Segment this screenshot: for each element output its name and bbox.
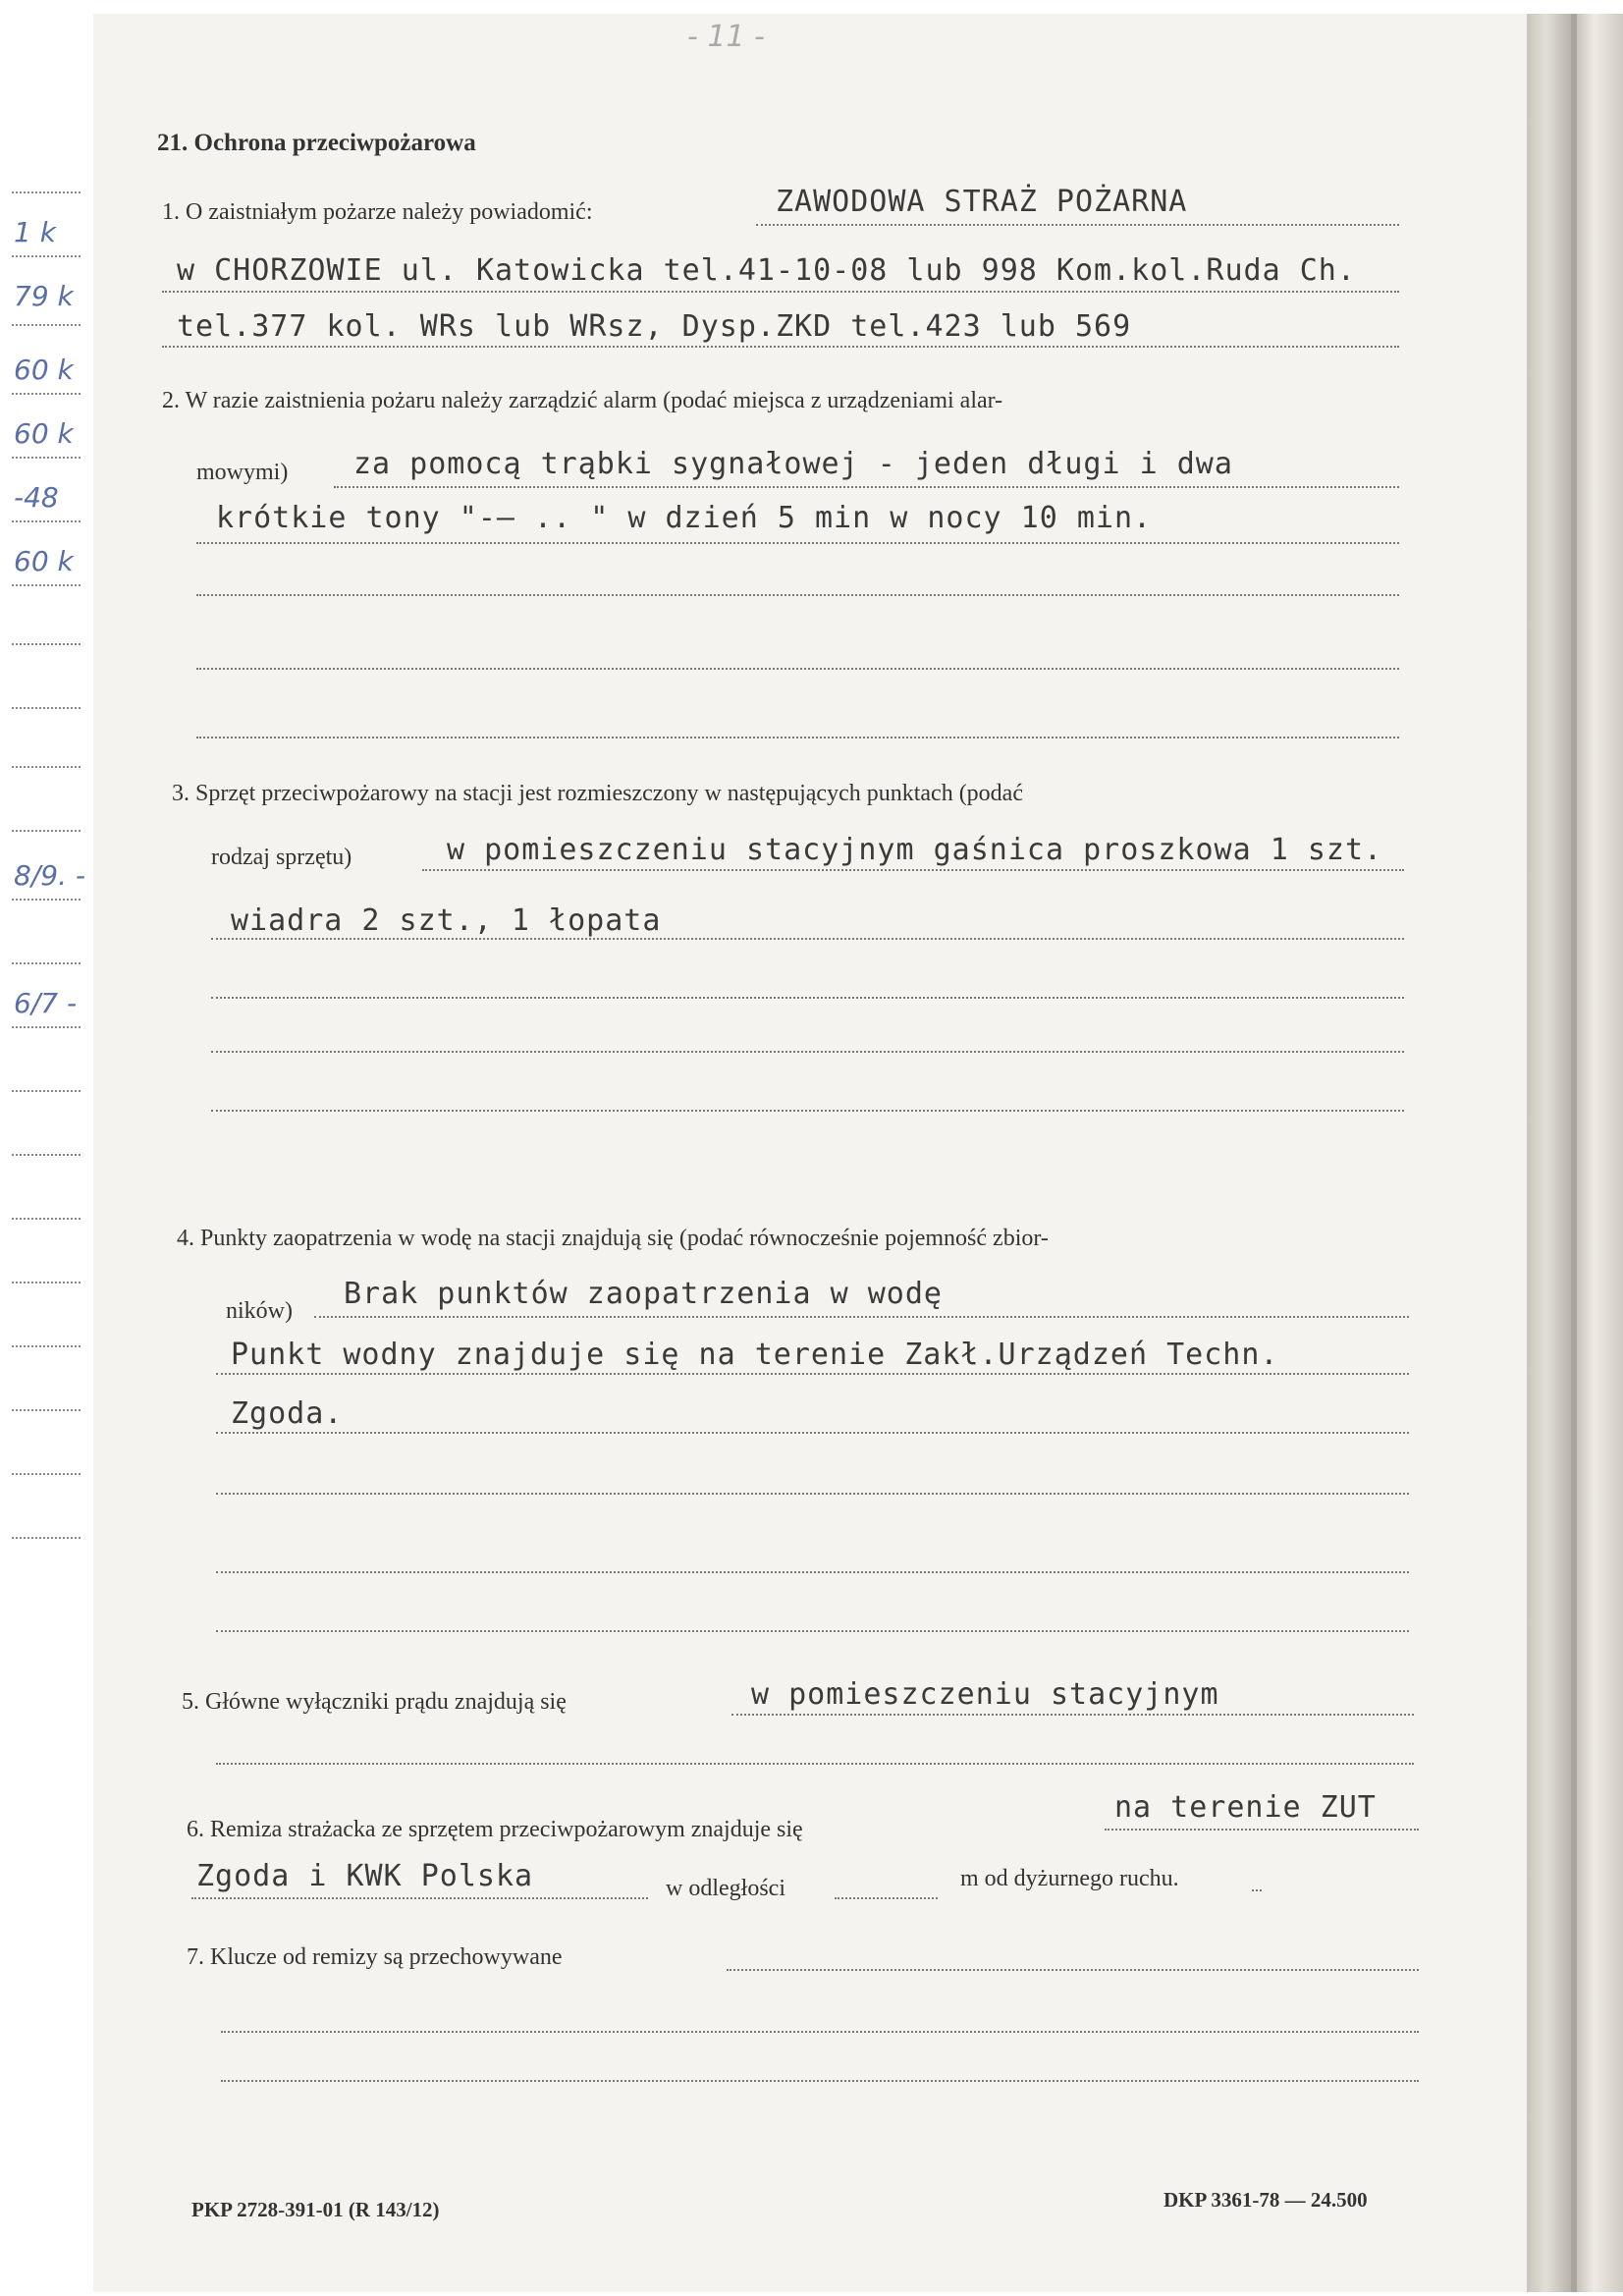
margin-line (12, 1218, 81, 1220)
margin-note-1: 1 k (14, 216, 56, 248)
footer-right: DKP 3361-78 — 24.500 (1163, 2188, 1368, 2212)
margin-line (12, 1090, 81, 1092)
margin-note-8: 6/7 - (14, 987, 78, 1019)
q4-line3 (216, 1432, 1409, 1434)
margin-line (12, 255, 81, 257)
q4-line4 (216, 1493, 1409, 1495)
margin-line (12, 520, 81, 522)
q6-line2 (191, 1897, 648, 1899)
margin-line (12, 1282, 81, 1284)
q7-line3 (221, 2080, 1419, 2082)
margin-line (12, 1537, 81, 1539)
margin-line (12, 191, 81, 193)
q3-label-cont: rodzaj sprzętu) (211, 845, 352, 870)
q2-label-cont: mowymi) (196, 460, 289, 485)
q6-distance-label: w odległości (666, 1876, 785, 1901)
margin-line (12, 324, 81, 326)
q3-value-line1: w pomieszczeniu stacyjnym gaśnica proszkowa 1 szt. (447, 833, 1383, 867)
margin-line (12, 643, 81, 645)
q2-label: 2. W razie zaistnienia pożaru należy zarządzić alarm (podać miejsca z urządzeniami alar- (162, 388, 1003, 413)
q5-label: 5. Główne wyłączniki prądu znajdują się (182, 1689, 567, 1715)
margin-line (12, 1026, 81, 1028)
q3-value-line2: wiadra 2 szt., 1 łopata (231, 903, 662, 938)
q3-line1 (422, 869, 1404, 871)
q1-line3 (162, 346, 1399, 348)
margin-note-3: 60 k (14, 354, 74, 386)
q2-line4 (196, 668, 1399, 670)
q4-line1 (314, 1316, 1409, 1318)
margin-note-7: 8/9. - (14, 859, 85, 892)
q2-line1 (334, 486, 1399, 488)
q4-label-cont: ników) (226, 1298, 293, 1324)
margin-note-6: 60 k (14, 545, 74, 577)
q4-label: 4. Punkty zaopatrzenia w wodę na stacji znajdują się (podać równocześnie pojemność zbior- (177, 1226, 1049, 1251)
margin-line (12, 393, 81, 395)
margin-note-2: 79 k (14, 280, 74, 312)
q1-line2 (162, 291, 1399, 293)
q6-label: 6. Remiza strażacka ze sprzętem przeciwpożarowym znajduje się (187, 1817, 803, 1842)
q5-value: w pomieszczeniu stacyjnym (751, 1677, 1219, 1712)
q3-line2 (211, 938, 1404, 940)
q2-line3 (196, 594, 1399, 596)
q6-line-end (1252, 1889, 1262, 1891)
q6-distance-unit: m od dyżurnego ruchu. (960, 1866, 1179, 1891)
margin-line (12, 1473, 81, 1475)
q6-value2: Zgoda i KWK Polska (196, 1859, 534, 1893)
paper-edge-strip (1571, 14, 1577, 2292)
q3-line5 (211, 1110, 1404, 1112)
q4-value-line1: Brak punktów zaopatrzenia w wodę (344, 1277, 943, 1311)
margin-line (12, 1345, 81, 1347)
q7-line2 (221, 2031, 1419, 2033)
q4-line5 (216, 1571, 1409, 1573)
q6-distance-line (835, 1897, 938, 1899)
q2-value-line2: krótkie tony "-— .. " w dzień 5 min w nocy 10 min. (216, 501, 1153, 535)
margin-line (12, 457, 81, 459)
q3-label: 3. Sprzęt przeciwpożarowy na stacji jest rozmieszczony w następujących punktach (podać (172, 781, 1023, 806)
q2-line2 (196, 542, 1399, 544)
q7-line1 (727, 1969, 1419, 1971)
margin-line (12, 584, 81, 586)
q7-label: 7. Klucze od remizy są przechowywane (187, 1944, 563, 1970)
q4-line6 (216, 1630, 1409, 1632)
margin-line (12, 830, 81, 832)
margin-line (12, 962, 81, 964)
q1-fill-line (756, 224, 1399, 226)
margin-note-4: 60 k (14, 417, 74, 450)
margin-line (12, 766, 81, 768)
q6-value1: na terenie ZUT (1114, 1790, 1377, 1825)
q1-label: 1. O zaistniałym pożarze należy powiadomić: (162, 199, 593, 225)
section-title: 21. Ochrona przeciwpożarowa (157, 130, 476, 156)
q1-value-line3: tel.377 kol. WRs lub WRsz, Dysp.ZKD tel.423 lub 569 (177, 309, 1132, 344)
q3-line3 (211, 997, 1404, 999)
q6-line1 (1105, 1829, 1419, 1831)
margin-line (12, 899, 81, 901)
q4-value-line2: Punkt wodny znajduje się na terenie Zakł.Urządzeń Techn. (231, 1338, 1279, 1372)
margin-line (12, 1409, 81, 1411)
margin-line (12, 707, 81, 709)
q5-line1 (731, 1714, 1414, 1716)
q4-line2 (216, 1373, 1409, 1375)
margin-line (12, 1154, 81, 1156)
q1-value-line1: ZAWODOWA STRAŻ POŻARNA (776, 185, 1188, 219)
q3-line4 (211, 1051, 1404, 1053)
q5-line2 (216, 1763, 1414, 1765)
q2-line5 (196, 737, 1399, 738)
margin-note-5: -48 (14, 481, 59, 514)
header-mark: - 11 - (687, 20, 765, 54)
footer-left: PKP 2728-391-01 (R 143/12) (191, 2198, 440, 2221)
q4-value-line3: Zgoda. (231, 1396, 344, 1431)
q1-value-line2: w CHORZOWIE ul. Katowicka tel.41-10-08 lub 998 Kom.kol.Ruda Ch. (177, 253, 1356, 288)
q2-value-line1: za pomocą trąbki sygnałowej - jeden długi i dwa (353, 447, 1233, 481)
